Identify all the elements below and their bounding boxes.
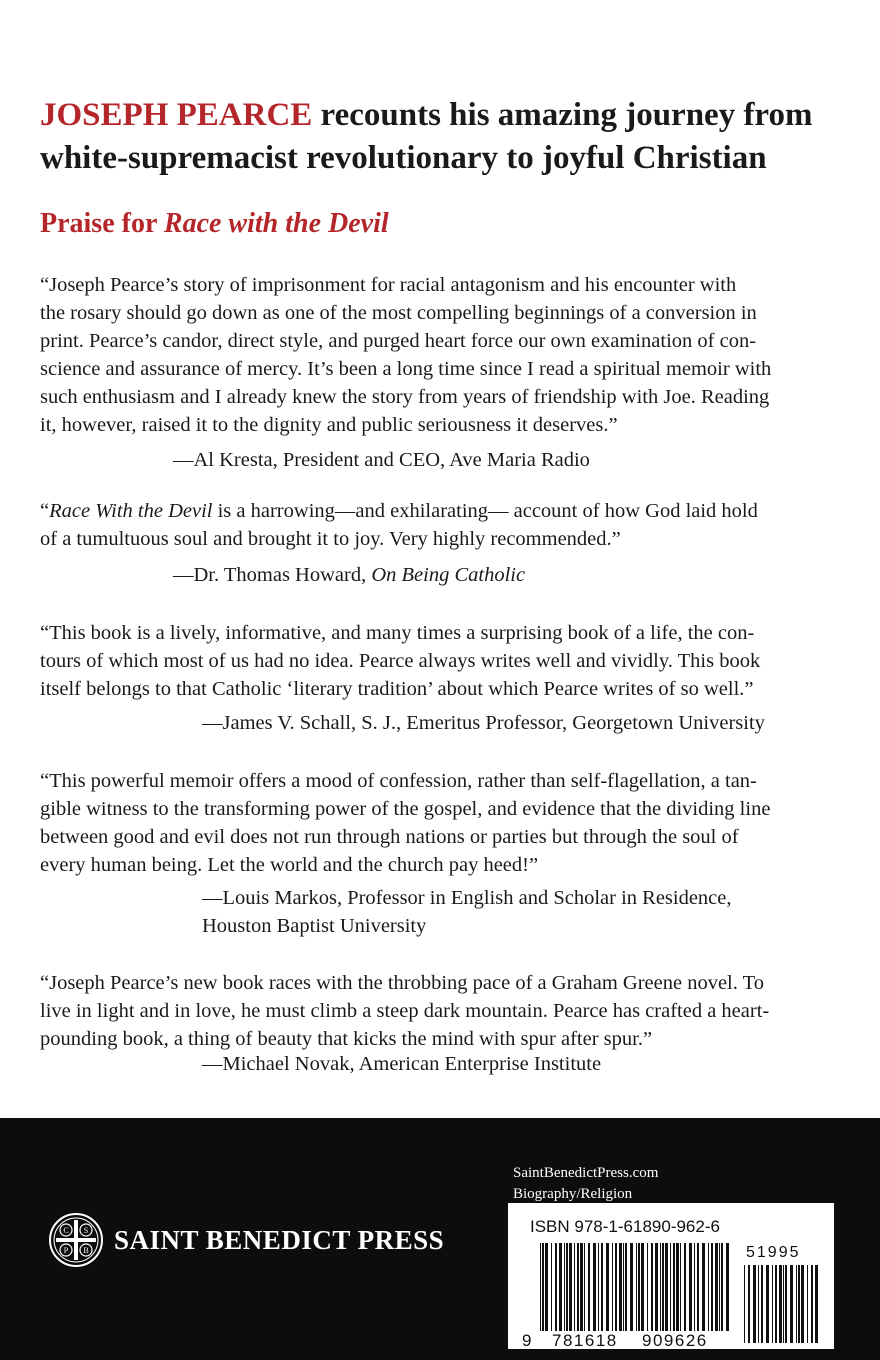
headline-text-2: white-supremacist revolutionary to joyful Christian [40, 140, 767, 176]
headline-text-1: recounts his amazing journey from [312, 97, 813, 133]
quote-attribution-3: —James V. Schall, S. J., Emeritus Professor, Georgetown University [202, 712, 765, 734]
attribution-name: —Dr. Thomas Howard, [173, 564, 372, 586]
attribution-line: —Louis Markos, Professor in English and Scholar in Residence, [202, 887, 732, 909]
barcode-bar [542, 1243, 544, 1331]
barcode-bar [684, 1243, 686, 1331]
barcode-bar [588, 1243, 590, 1331]
quote-line: every human being. Let the world and the church pay heed!” [40, 854, 539, 876]
quote-attribution-1: —Al Kresta, President and CEO, Ave Maria Radio [173, 449, 590, 471]
quote-line: such enthusiasm and I already knew the story from years of friendship with Joe. Reading [40, 386, 770, 408]
barcode-bar [807, 1265, 808, 1343]
barcode-bar [630, 1243, 633, 1331]
barcode-bar [676, 1243, 679, 1331]
barcode-bar [775, 1265, 777, 1343]
barcode-bar [593, 1243, 596, 1331]
isbn-text: ISBN 978-1-61890-962-6 [530, 1217, 720, 1236]
medal-letter: P [63, 1246, 69, 1255]
publisher-logo [48, 1212, 444, 1268]
quote-line: “Joseph Pearce’s new book races with the throbbing pace of a Graham Greene novel. To [40, 972, 764, 994]
quote-line: live in light and in love, he must climb a steep dark mountain. Pearce has crafted a heart- [40, 1000, 770, 1022]
quote-block-1 [40, 271, 840, 439]
quote-line: tours of which most of us had no idea. Pearce always writes well and vividly. This book [40, 650, 761, 672]
barcode-bar [811, 1265, 813, 1343]
barcode-bar [601, 1243, 603, 1331]
barcode-bar [790, 1265, 793, 1343]
barcode-bar [697, 1243, 699, 1331]
medal-letter: S [83, 1226, 89, 1235]
quote-line: “Joseph Pearce’s story of imprisonment for racial antagonism and his encounter with [40, 274, 737, 296]
barcode-bar [715, 1243, 718, 1331]
quote-line: it, however, raised it to the dignity and public seriousness it deserves.” [40, 414, 618, 436]
quote-line: print. Pearce’s candor, direct style, and purged heart force our own examination of con- [40, 330, 757, 352]
barcode-bar [559, 1243, 562, 1331]
barcode-bar [758, 1265, 759, 1343]
quote-block-4 [40, 767, 840, 879]
quote-line: pounding book, a thing of beauty that kicks the mind with spur after spur.” [40, 1028, 653, 1050]
publisher-website: SaintBenedictPress.com [513, 1165, 659, 1181]
quote-line-rest: is a harrowing—and exhilarating— account of how God laid hold [212, 500, 758, 522]
barcode-bar [566, 1243, 568, 1331]
barcode-bar [801, 1265, 804, 1343]
quote-line: science and assurance of mercy. It’s been a long time since I read a spiritual memoir with [40, 358, 772, 380]
barcode-first-digit: 9 [522, 1331, 533, 1350]
medal-letter: C [63, 1226, 69, 1235]
barcode-bar [766, 1265, 769, 1343]
barcode-bar [673, 1243, 675, 1331]
barcode-bar [623, 1243, 624, 1331]
barcode-bar [584, 1243, 585, 1331]
medal-letter: B [83, 1246, 89, 1255]
quote-line: “This book is a lively, informative, and many times a surprising book of a life, the con- [40, 622, 755, 644]
barcode-bar [651, 1243, 653, 1331]
barcode-bar [726, 1243, 729, 1331]
barcode-bar [655, 1243, 658, 1331]
barcode-bar [753, 1265, 756, 1343]
barcode-bar [665, 1243, 668, 1331]
barcode-bar [625, 1243, 627, 1331]
barcode-bar [598, 1243, 599, 1331]
barcode-bar [796, 1265, 797, 1343]
addon-barcode [744, 1265, 820, 1343]
barcode-bar [702, 1243, 705, 1331]
barcode-bar [694, 1243, 695, 1331]
quote-line: between good and evil does not run through nations or parties but through the soul of [40, 826, 739, 848]
quote-line: itself belongs to that Catholic ‘literary tradition’ about which Pearce writes of so well.” [40, 678, 754, 700]
quote-block-3 [40, 619, 840, 703]
praise-prefix: Praise for [40, 208, 164, 239]
quote-line: gible witness to the transforming power of the gospel, and evidence that the dividing line [40, 798, 771, 820]
barcode-bar [540, 1243, 541, 1331]
quote-line: the rosary should go down as one of the most compelling beginnings of a conversion in [40, 302, 757, 324]
barcode-bar [619, 1243, 622, 1331]
barcode-bar [545, 1243, 548, 1331]
publisher-info [513, 1163, 658, 1205]
attribution-work: On Being Catholic [371, 564, 526, 586]
publisher-name: SAINT BENEDICT PRESS [114, 1224, 445, 1255]
barcode-bar [711, 1243, 713, 1331]
headline [40, 94, 840, 180]
barcode-bar [783, 1265, 784, 1343]
barcode-bar [708, 1243, 709, 1331]
book-category: Biography/Religion [513, 1186, 633, 1202]
quote-attribution-5: —Michael Novak, American Enterprise Institute [202, 1053, 602, 1075]
barcode-bar [761, 1265, 763, 1343]
barcode-bar [798, 1265, 800, 1343]
barcode-bar [580, 1243, 583, 1331]
benedict-medal-icon [48, 1212, 104, 1268]
barcode-bar [641, 1243, 644, 1331]
barcode-bar [555, 1243, 557, 1331]
attribution-line: Houston Baptist University [202, 915, 427, 937]
barcode-bar [636, 1243, 637, 1331]
barcode-bar [647, 1243, 648, 1331]
barcode-box [508, 1203, 834, 1349]
ean-barcode [540, 1243, 730, 1331]
barcode-bar [660, 1243, 661, 1331]
quote-book-title: Race With the Devil [49, 500, 213, 522]
quote-block-2 [40, 497, 840, 553]
quote-line: of a tumultuous soul and brought it to joy. Very highly recommended.” [40, 528, 621, 550]
barcode-bar [606, 1243, 609, 1331]
barcode-bar [785, 1265, 787, 1343]
barcode-bar [680, 1243, 681, 1331]
barcode-bar [670, 1243, 671, 1331]
barcode-bar [569, 1243, 572, 1331]
headline-author: JOSEPH PEARCE [40, 97, 313, 133]
barcode-right-digits: 909626 [642, 1331, 708, 1350]
barcode-bar [815, 1265, 818, 1343]
barcode-bar [744, 1265, 745, 1343]
barcode-bar [721, 1243, 723, 1331]
barcode-bar [779, 1265, 782, 1343]
quote-block-5 [40, 969, 840, 1053]
barcode-bar [574, 1243, 575, 1331]
praise-book-title: Race with the Devil [163, 208, 389, 239]
barcode-left-digits: 781618 [552, 1331, 618, 1350]
barcode-bar [748, 1265, 750, 1343]
barcode-bar [662, 1243, 664, 1331]
quote-line [40, 497, 840, 525]
barcode-bar [551, 1243, 552, 1331]
quote-attribution-2 [173, 561, 525, 589]
addon-code: 51995 [746, 1244, 801, 1261]
barcode-bar [638, 1243, 640, 1331]
barcode-bar [564, 1243, 565, 1331]
open-quote: “ [40, 500, 50, 522]
barcode-bar [772, 1265, 773, 1343]
barcode-bar [719, 1243, 720, 1331]
barcode-bar [689, 1243, 692, 1331]
barcode-bar [612, 1243, 613, 1331]
barcode-bar [577, 1243, 579, 1331]
quote-line: “This powerful memoir offers a mood of confession, rather than self-flagellation, a tan- [40, 770, 757, 792]
quote-attribution-4 [202, 884, 732, 940]
barcode-bar [615, 1243, 617, 1331]
praise-heading [40, 208, 389, 240]
